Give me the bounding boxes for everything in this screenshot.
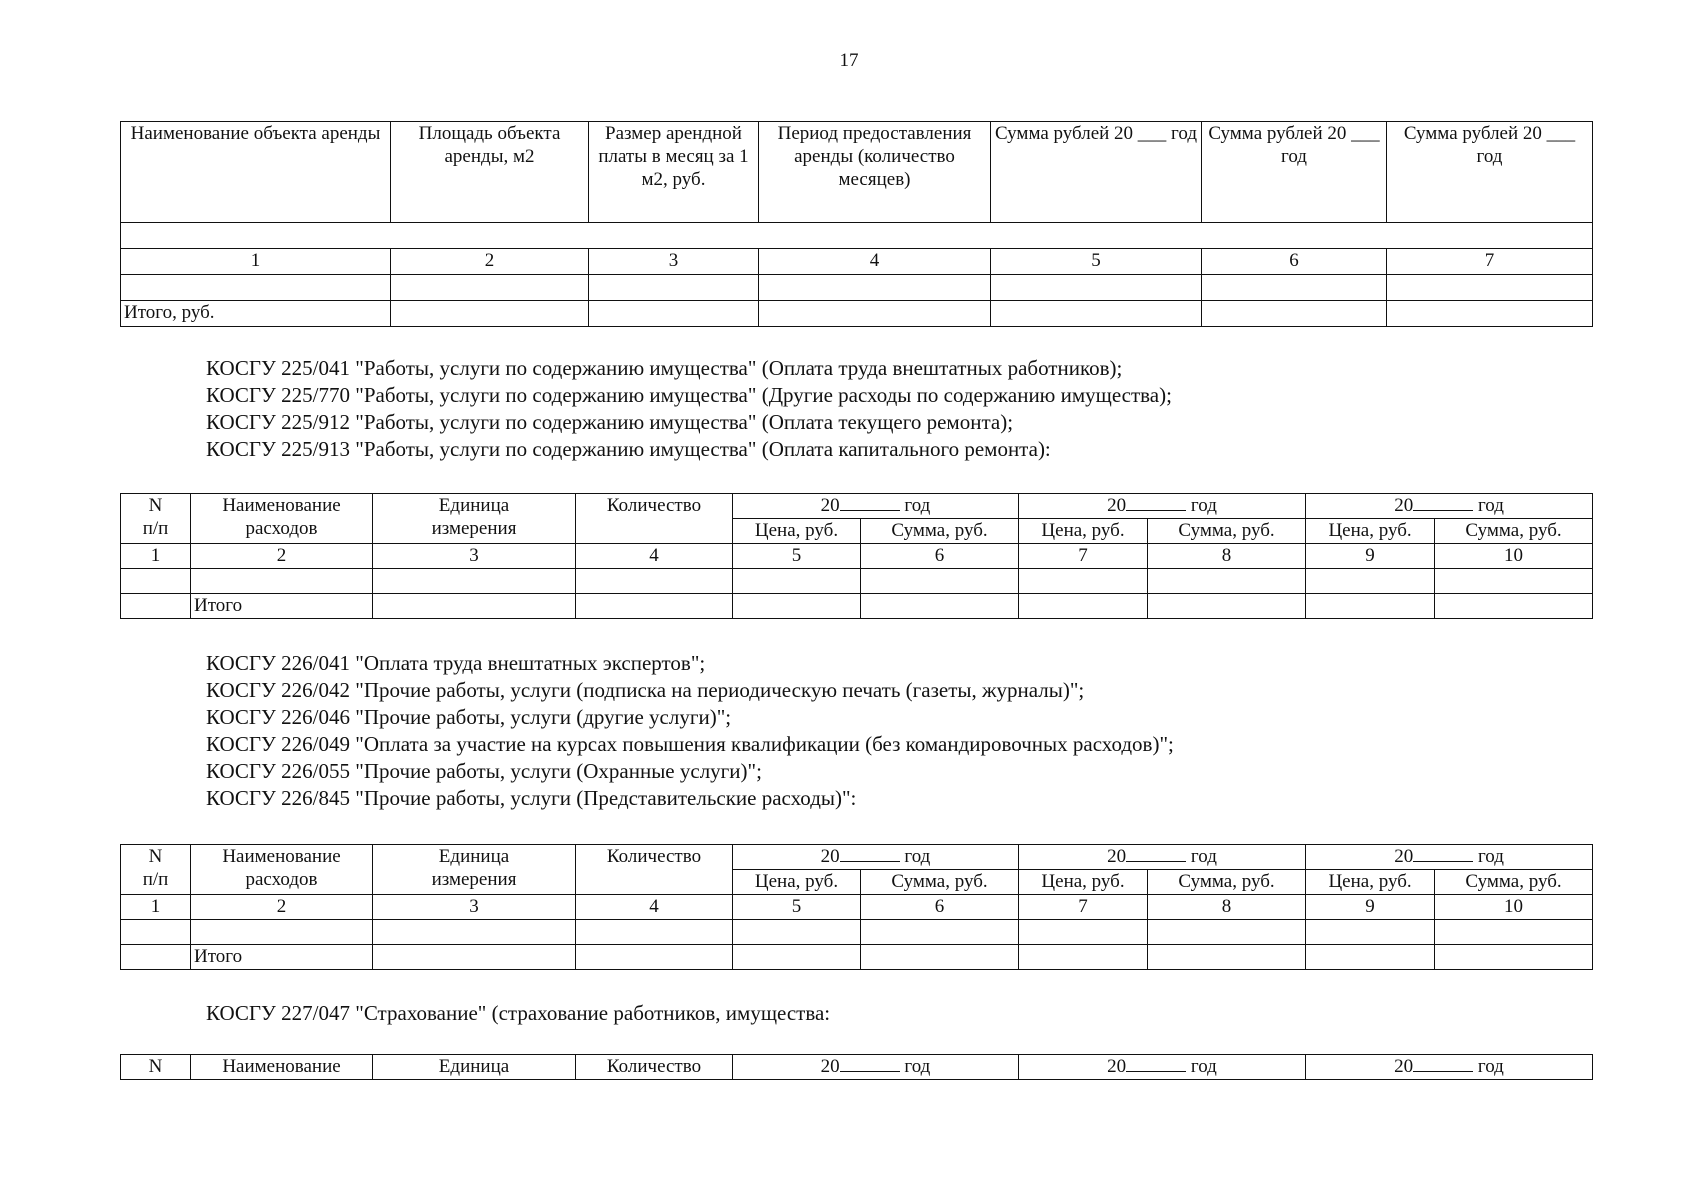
header-period: Период предоставления аренды (количество месяцев) [759, 122, 991, 223]
column-number: 2 [191, 544, 373, 569]
total-row [121, 594, 1593, 619]
column-number: 6 [1202, 249, 1387, 275]
table-cell [1306, 920, 1435, 945]
column-number: 7 [1019, 895, 1148, 920]
header-sum: Сумма, руб. [861, 519, 1019, 544]
kosgu-227-paragraphs [206, 1000, 1606, 1027]
column-number: 8 [1148, 895, 1306, 920]
header-year: 20 год [733, 494, 1019, 519]
column-number: 3 [373, 895, 576, 920]
table-cell [733, 569, 861, 594]
total-label: Итого [191, 945, 373, 970]
table-cell [121, 569, 191, 594]
column-number: 10 [1435, 895, 1593, 920]
table-header-row [121, 845, 1593, 870]
column-number: 3 [373, 544, 576, 569]
header-sum-year-1: Сумма рублей 20 ___ год [991, 122, 1202, 223]
header-price: Цена, руб. [733, 519, 861, 544]
table-cell [1387, 301, 1593, 327]
table-cell [191, 920, 373, 945]
header-expense-name: Наименование расходов [191, 845, 373, 895]
header-number: N п/п [121, 845, 191, 895]
table-cell [121, 945, 191, 970]
header-price: Цена, руб. [1019, 870, 1148, 895]
table-cell [1148, 945, 1306, 970]
column-number: 1 [121, 544, 191, 569]
table-cell [373, 945, 576, 970]
header-year: 20 год [1019, 1055, 1306, 1080]
table-cell [733, 594, 861, 619]
column-number: 1 [121, 249, 391, 275]
table-row [121, 223, 1593, 249]
header-expense-name: Наименование расходов [191, 494, 373, 544]
table-row [121, 275, 1593, 301]
table-cell [861, 569, 1019, 594]
table-cell [391, 275, 589, 301]
header-price: Цена, руб. [1019, 519, 1148, 544]
table-cell [589, 301, 759, 327]
header-number: N п/п [121, 494, 191, 544]
column-number: 7 [1019, 544, 1148, 569]
column-number: 2 [191, 895, 373, 920]
table-cell [576, 569, 733, 594]
header-sum: Сумма, руб. [1148, 870, 1306, 895]
table-cell [1019, 920, 1148, 945]
table-row [121, 569, 1593, 594]
table-cell [576, 920, 733, 945]
header-quantity: Количество [576, 845, 733, 895]
header-area: Площадь объекта аренды, м2 [391, 122, 589, 223]
column-number: 4 [759, 249, 991, 275]
table-cell [1202, 301, 1387, 327]
paragraph-line: КОСГУ 226/046 "Прочие работы, услуги (другие услуги)"; [206, 705, 732, 729]
table-cell [1306, 594, 1435, 619]
table-cell [121, 594, 191, 619]
paragraph-line: КОСГУ 226/042 "Прочие работы, услуги (подписка на периодическую печать (газеты, журналы)"; [206, 678, 1085, 702]
table-cell [1306, 569, 1435, 594]
table-cell [759, 275, 991, 301]
table-cell [1202, 275, 1387, 301]
column-number: 7 [1387, 249, 1593, 275]
table-cell [121, 275, 391, 301]
header-year: 20 год [1019, 845, 1306, 870]
kosgu-226-paragraphs [206, 650, 1606, 812]
table-cell [1019, 945, 1148, 970]
table-cell [733, 945, 861, 970]
header-sum: Сумма, руб. [1435, 870, 1593, 895]
table-cell [861, 945, 1019, 970]
total-row [121, 301, 1593, 327]
header-year: 20 год [733, 845, 1019, 870]
cost-table [120, 844, 1593, 970]
table-cell [861, 920, 1019, 945]
table-row [121, 920, 1593, 945]
paragraph-line: КОСГУ 225/770 "Работы, услуги по содержанию имущества" (Другие расходы по содержанию имущества); [206, 383, 1172, 407]
table-cell [1148, 594, 1306, 619]
header-sum: Сумма, руб. [1148, 519, 1306, 544]
header-quantity: Количество [576, 1055, 733, 1080]
cost-table [120, 1054, 1593, 1080]
paragraph-line: КОСГУ 226/055 "Прочие работы, услуги (Охранные услуги)"; [206, 759, 762, 783]
header-sum-year-3: Сумма рублей 20 ___ год [1387, 122, 1593, 223]
column-number: 9 [1306, 895, 1435, 920]
header-unit: Единица [373, 1055, 576, 1080]
table-header-row [121, 494, 1593, 519]
header-year: 20 год [1019, 494, 1306, 519]
header-sum: Сумма, руб. [861, 870, 1019, 895]
paragraph-line: КОСГУ 226/845 "Прочие работы, услуги (Представительские расходы)": [206, 786, 857, 810]
column-number-row [121, 249, 1593, 275]
header-expense-name: Наименование [191, 1055, 373, 1080]
table-cell [373, 920, 576, 945]
table-cell [1435, 920, 1593, 945]
column-number: 8 [1148, 544, 1306, 569]
header-rent-rate: Размер арендной платы в месяц за 1 м2, руб. [589, 122, 759, 223]
table-cell [121, 223, 1593, 249]
header-price: Цена, руб. [1306, 519, 1435, 544]
header-year: 20 год [1306, 494, 1593, 519]
table-cell [861, 594, 1019, 619]
table-cell [1148, 569, 1306, 594]
column-number: 2 [391, 249, 589, 275]
paragraph-line: КОСГУ 226/049 "Оплата за участие на курсах повышения квалификации (без командировочных расходов)"; [206, 732, 1174, 756]
header-price: Цена, руб. [733, 870, 861, 895]
total-label: Итого [191, 594, 373, 619]
header-sum: Сумма, руб. [1435, 519, 1593, 544]
rent-table [120, 121, 1593, 327]
column-number: 5 [733, 544, 861, 569]
column-number: 6 [861, 895, 1019, 920]
table-cell [991, 301, 1202, 327]
header-price: Цена, руб. [1306, 870, 1435, 895]
table-cell [576, 594, 733, 619]
column-number: 1 [121, 895, 191, 920]
column-number: 4 [576, 544, 733, 569]
column-number-row [121, 895, 1593, 920]
table-cell [991, 275, 1202, 301]
column-number-row [121, 544, 1593, 569]
table-header-row [121, 1055, 1593, 1080]
table-cell [1435, 594, 1593, 619]
paragraph-line: КОСГУ 225/912 "Работы, услуги по содержанию имущества" (Оплата текущего ремонта); [206, 410, 1014, 434]
table-cell [1019, 569, 1148, 594]
paragraph-line: КОСГУ 225/913 "Работы, услуги по содержанию имущества" (Оплата капитального ремонта): [206, 437, 1051, 461]
cost-table [120, 493, 1593, 619]
table-cell [733, 920, 861, 945]
column-number: 6 [861, 544, 1019, 569]
column-number: 4 [576, 895, 733, 920]
table-cell [121, 920, 191, 945]
column-number: 5 [733, 895, 861, 920]
paragraph-line: КОСГУ 227/047 "Страхование" (страхование работников, имущества: [206, 1001, 831, 1025]
table-cell [759, 301, 991, 327]
paragraph-line: КОСГУ 225/041 "Работы, услуги по содержанию имущества" (Оплата труда внештатных работников); [206, 356, 1123, 380]
table-cell [1435, 945, 1593, 970]
total-label: Итого, руб. [121, 301, 391, 327]
table-header-row [121, 122, 1593, 223]
table-cell [1306, 945, 1435, 970]
table-cell [1387, 275, 1593, 301]
header-object-name: Наименование объекта аренды [121, 122, 391, 223]
header-unit: Единица измерения [373, 494, 576, 544]
table-cell [1019, 594, 1148, 619]
column-number: 5 [991, 249, 1202, 275]
column-number: 3 [589, 249, 759, 275]
table-cell [589, 275, 759, 301]
table-cell [191, 569, 373, 594]
column-number: 9 [1306, 544, 1435, 569]
header-year: 20 год [1306, 845, 1593, 870]
header-year: 20 год [733, 1055, 1019, 1080]
column-number: 10 [1435, 544, 1593, 569]
paragraph-line: КОСГУ 226/041 "Оплата труда внештатных экспертов"; [206, 651, 706, 675]
table-cell [576, 945, 733, 970]
total-row [121, 945, 1593, 970]
header-quantity: Количество [576, 494, 733, 544]
table-cell [1148, 920, 1306, 945]
table-cell [373, 569, 576, 594]
page-number: 17 [839, 50, 859, 71]
header-year: 20 год [1306, 1055, 1593, 1080]
header-unit: Единица измерения [373, 845, 576, 895]
kosgu-225-paragraphs [206, 355, 1606, 463]
table-cell [1435, 569, 1593, 594]
header-number: N [121, 1055, 191, 1080]
table-cell [391, 301, 589, 327]
table-cell [373, 594, 576, 619]
header-sum-year-2: Сумма рублей 20 ___ год [1202, 122, 1387, 223]
